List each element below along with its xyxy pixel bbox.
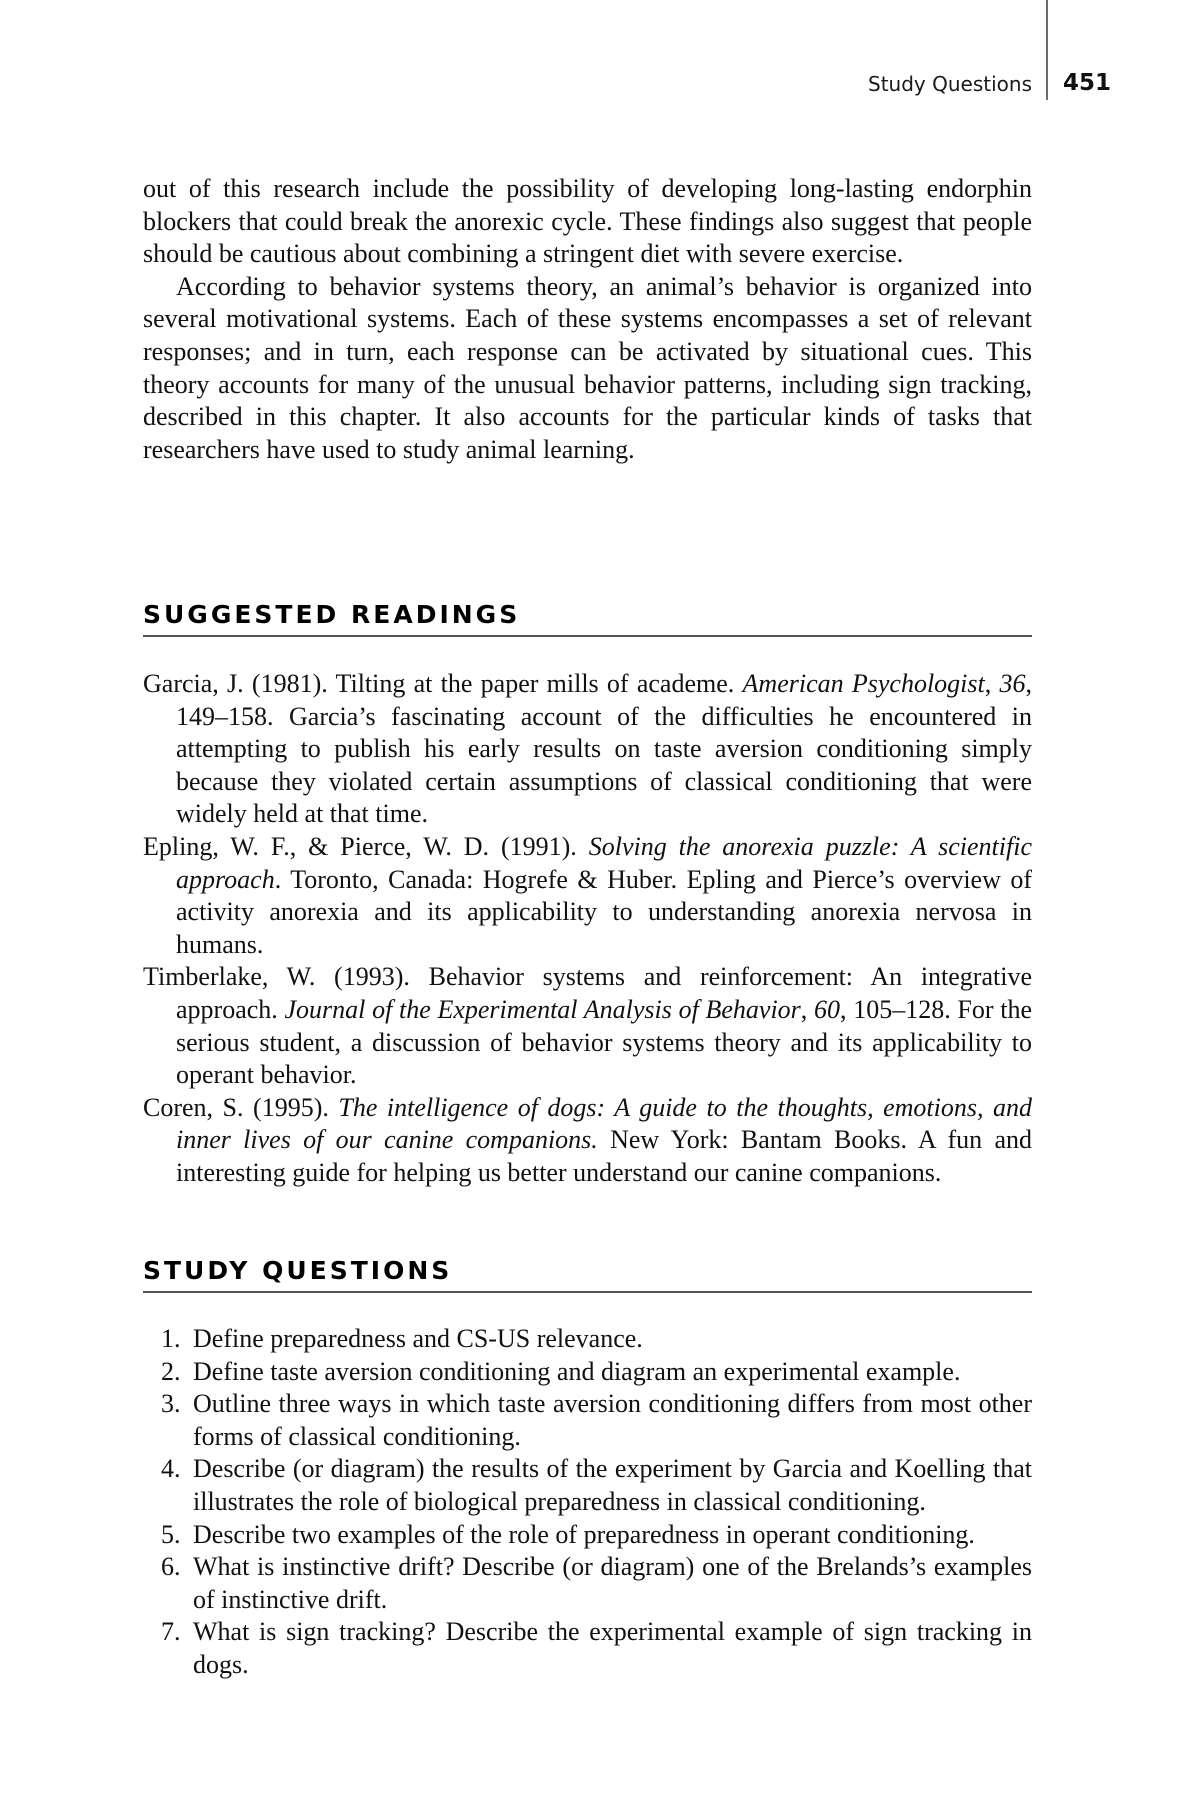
question-text: Outline three ways in which taste aversion conditioning differs from most other forms of classical conditioning.: [193, 1389, 1032, 1451]
question-number: 3.: [161, 1389, 181, 1419]
question-number: 2.: [161, 1356, 181, 1386]
question-text: Describe (or diagram) the results of the experiment by Garcia and Koelling that illustrates the role of biological preparedness in classical conditioning.: [193, 1454, 1032, 1516]
reference-annotation: . Toronto, Canada: Hogrefe & Huber. Epling and Pierce’s overview of activity anorexia and its applicability to understanding anorexia nervosa in humans.: [176, 864, 1032, 959]
reference-item: [143, 1092, 1032, 1190]
question-text: Define preparedness and CS-US relevance.: [193, 1324, 643, 1353]
running-head-title: Study Questions: [868, 72, 1032, 96]
question-item: [143, 1616, 1032, 1681]
question-item: [143, 1323, 1032, 1356]
question-item: [143, 1356, 1032, 1389]
question-text: Define taste aversion conditioning and diagram an experimental example.: [193, 1356, 961, 1386]
question-number: 7.: [161, 1617, 181, 1647]
reference-text: Garcia, J. (1981). Tilting at the paper mills of academe.: [143, 669, 743, 698]
intro-paragraph: out of this research include the possibility of developing long-lasting endorphin blockers that could break the anorexic cycle. These findings also suggest that people should be cautious about combining a stringent diet with severe exercise.: [143, 174, 1032, 269]
suggested-readings-list: [143, 668, 1032, 1190]
question-number: 1.: [161, 1324, 181, 1353]
reference-annotation: New York: Bantam Books. A fun and interesting guide for helping us better understand our canine companions.: [176, 1125, 1032, 1187]
question-text: What is instinctive drift? Describe (or diagram) one of the Brelands’s examples of instinctive drift.: [193, 1552, 1032, 1614]
header-vertical-rule: [1046, 0, 1048, 100]
reference-text: ,: [984, 669, 1000, 698]
reference-item: [143, 668, 1032, 831]
question-text: Describe two examples of the role of preparedness in operant conditioning.: [193, 1519, 975, 1549]
reference-annotation: , 105–128. For the serious student, a discussion of behavior systems theory and its applicability to operant behavior.: [176, 994, 1032, 1090]
study-questions-heading: STUDY QUESTIONS: [143, 1256, 1032, 1293]
reference-journal: American Psychologist: [742, 669, 985, 698]
reference-text: Coren, S. (1995).: [143, 1092, 339, 1122]
reference-text: ,: [800, 994, 814, 1024]
reference-volume: 36: [999, 669, 1026, 698]
intro-paragraph: According to behavior systems theory, an animal’s behavior is organized into several motivational systems. Each of these systems encompasses a set of relevant responses; and in turn, each response can be activated by situational cues. This theory accounts for many of the unusual behavior patterns, including sign tracking, described in this chapter. It also accounts for the particular kinds of tasks that researchers have used to study animal learning.: [143, 271, 1032, 464]
study-questions-list: [143, 1323, 1032, 1682]
reference-volume: 60: [814, 994, 840, 1024]
reference-annotation: , 149–158. Garcia’s fascinating account of the difficulties he encountered in attempting to publish his early results on taste aversion conditioning simply because they violated certain assumptions of classical conditioning that were widely held at that time.: [176, 669, 1033, 829]
question-item: [143, 1453, 1032, 1518]
reference-book-title: The intelligence of dogs: A guide to the thoughts, emotions, and inner lives of our canine companions.: [176, 1092, 1032, 1155]
page-number: 451: [1063, 70, 1112, 96]
reference-book-title: Solving the anorexia puzzle: A scientific approach: [176, 831, 1032, 894]
question-number: 5.: [161, 1519, 181, 1549]
reference-item: [143, 961, 1032, 1091]
reference-text: Timberlake, W. (1993). Behavior systems and reinforcement: An integrative approach.: [143, 962, 1032, 1024]
intro-text: [143, 173, 1032, 466]
question-number: 4.: [161, 1454, 181, 1484]
reference-text: Epling, W. F., & Pierce, W. D. (1991).: [143, 831, 589, 861]
question-item: [143, 1551, 1032, 1616]
reference-journal: Journal of the Experimental Analysis of Behavior: [284, 994, 801, 1024]
reference-item: [143, 831, 1032, 961]
question-text: What is sign tracking? Describe the experimental example of sign tracking in dogs.: [193, 1617, 1032, 1679]
suggested-readings-heading: SUGGESTED READINGS: [143, 600, 1032, 637]
question-item: [143, 1388, 1032, 1453]
question-number: 6.: [161, 1552, 181, 1582]
question-item: [143, 1519, 1032, 1552]
